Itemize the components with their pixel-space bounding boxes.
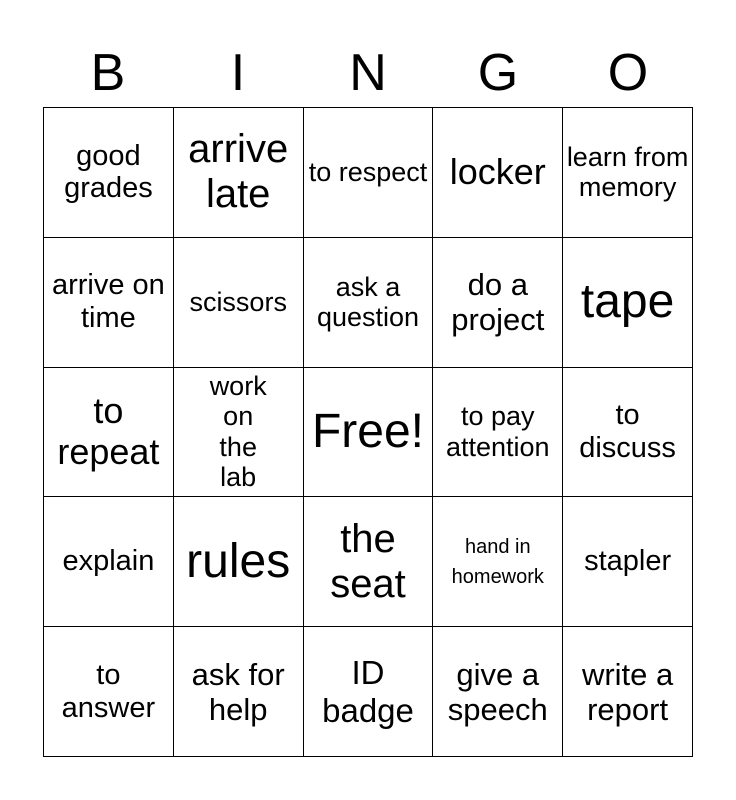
cell-text: locker — [449, 151, 546, 193]
bingo-cell[interactable] — [563, 497, 693, 627]
bingo-cell[interactable] — [304, 497, 434, 627]
cell-text: ask for help — [191, 656, 285, 727]
bingo-cell[interactable] — [433, 627, 563, 757]
cell-text: give a speech — [447, 656, 548, 727]
cell-text: ask a question — [316, 271, 420, 333]
cell-text: to discuss — [579, 399, 676, 464]
header-letter-i: I — [230, 44, 246, 102]
bingo-cell[interactable] — [304, 108, 434, 238]
cell-text: scissors — [189, 286, 287, 317]
bingo-cell[interactable] — [174, 238, 304, 368]
cell-text: work on the lab — [209, 370, 267, 493]
cell-text: arrive late — [188, 127, 289, 217]
bingo-header — [43, 42, 693, 104]
bingo-cell[interactable] — [174, 108, 304, 238]
cell-text: tape — [580, 275, 675, 328]
cell-text: the seat — [330, 516, 406, 606]
cell-text: rules — [186, 534, 291, 588]
cell-text: Free! — [311, 404, 424, 458]
cell-text: ID badge — [322, 654, 414, 729]
cell-text: to pay attention — [445, 401, 550, 462]
header-letter-o: O — [607, 44, 649, 102]
header-letter-n: N — [349, 44, 387, 102]
bingo-cell[interactable] — [304, 368, 434, 498]
bingo-cell[interactable] — [44, 627, 174, 757]
bingo-cell[interactable] — [433, 497, 563, 627]
header-letter-g: G — [477, 44, 519, 102]
cell-text: learn from memory — [566, 141, 689, 203]
cell-text: stapler — [584, 545, 672, 578]
bingo-cell[interactable] — [563, 627, 693, 757]
bingo-cell[interactable] — [44, 497, 174, 627]
bingo-cell[interactable] — [304, 238, 434, 368]
header-letter-b: B — [90, 44, 126, 102]
cell-text: arrive on time — [51, 269, 165, 335]
bingo-cell[interactable] — [44, 238, 174, 368]
cell-text: to repeat — [57, 390, 160, 472]
cell-text: explain — [62, 545, 155, 578]
bingo-cell[interactable] — [174, 627, 304, 757]
bingo-cell[interactable] — [44, 368, 174, 498]
bingo-cell[interactable] — [304, 627, 434, 757]
bingo-cell[interactable] — [563, 368, 693, 498]
bingo-cell[interactable] — [563, 108, 693, 238]
cell-text: do a project — [451, 267, 545, 338]
cell-text: hand in homework — [451, 535, 544, 588]
cell-text: write a report — [581, 656, 674, 727]
cell-text: good grades — [64, 139, 153, 205]
bingo-cell[interactable] — [44, 108, 174, 238]
bingo-cell[interactable] — [433, 238, 563, 368]
bingo-board — [43, 107, 693, 757]
bingo-cell[interactable] — [433, 108, 563, 238]
bingo-cell[interactable] — [174, 497, 304, 627]
bingo-cell[interactable] — [433, 368, 563, 498]
bingo-cell[interactable] — [174, 368, 304, 498]
bingo-cell[interactable] — [563, 238, 693, 368]
cell-text: to answer — [61, 658, 156, 724]
cell-text: to respect — [308, 157, 428, 188]
